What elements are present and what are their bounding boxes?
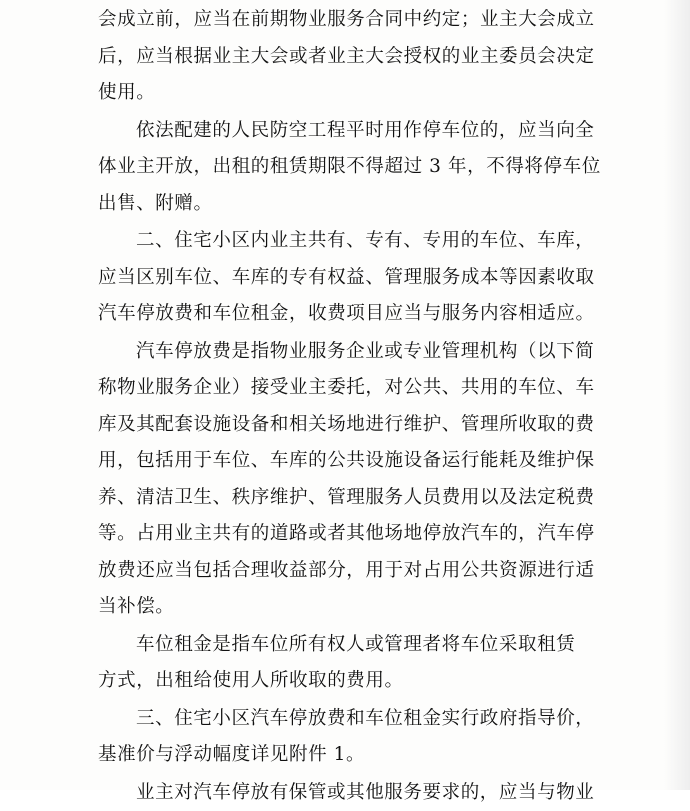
paragraph-rent-definition xyxy=(98,627,618,700)
text-line: 放费还应当包括合理收益部分，用于对占用公共资源进行适 xyxy=(98,553,618,590)
text-line: 汽车停放费是指物业服务企业或专业管理机构（以下简 xyxy=(136,334,618,371)
text-line: 等。占用业主共有的道路或者其他场地停放汽车的，汽车停 xyxy=(98,516,618,553)
text-line: 会成立前，应当在前期物业服务合同中约定；业主大会成立 xyxy=(98,2,618,39)
text-line: 应当区别车位、车库的专有权益、管理服务成本等因素收取 xyxy=(98,260,618,297)
paragraph-section-three xyxy=(98,701,618,774)
paragraph-continuation xyxy=(98,2,618,112)
page-edge-shadow xyxy=(664,0,690,790)
paragraph-parking-fee-definition xyxy=(98,334,618,626)
section-heading-line: 二、住宅小区内业主共有、专有、专用的车位、车库， xyxy=(136,223,618,260)
text-line: 用，包括用于车位、车库的公共设施设备运行能耗及维护保 xyxy=(98,443,618,480)
paragraph-civil-defense-parking xyxy=(98,113,618,223)
text-line: 汽车停放费和车位租金，收费项目应当与服务内容相适应。 xyxy=(98,296,618,333)
paragraph-storage-service xyxy=(98,775,618,811)
text-line: 称物业服务企业）接受业主委托，对公共、共用的车位、车 xyxy=(98,370,618,407)
text-line: 出售、附赠。 xyxy=(98,186,618,223)
paragraph-section-two xyxy=(98,223,618,333)
text-line: 业主对汽车停放有保管或其他服务要求的，应当与物业 xyxy=(136,775,618,811)
text-line: 使用。 xyxy=(98,75,618,112)
text-line: 依法配建的人民防空工程平时用作停车位的，应当向全 xyxy=(136,113,618,150)
text-line: 基准价与浮动幅度详见附件 1。 xyxy=(98,737,618,774)
section-heading-line: 三、住宅小区汽车停放费和车位租金实行政府指导价， xyxy=(136,701,618,738)
text-line: 后，应当根据业主大会或者业主大会授权的业主委员会决定 xyxy=(98,39,618,76)
text-line: 车位租金是指车位所有权人或管理者将车位采取租赁 xyxy=(136,627,618,664)
text-line: 方式，出租给使用人所收取的费用。 xyxy=(98,663,618,700)
text-line: 养、清洁卫生、秩序维护、管理服务人员费用以及法定税费 xyxy=(98,480,618,517)
text-line: 当补偿。 xyxy=(98,589,618,626)
document-body xyxy=(98,0,618,811)
text-line: 体业主开放，出租的租赁期限不得超过 3 年，不得将停车位 xyxy=(98,149,618,186)
text-line: 库及其配套设施设备和相关场地进行维护、管理所收取的费 xyxy=(98,407,618,444)
